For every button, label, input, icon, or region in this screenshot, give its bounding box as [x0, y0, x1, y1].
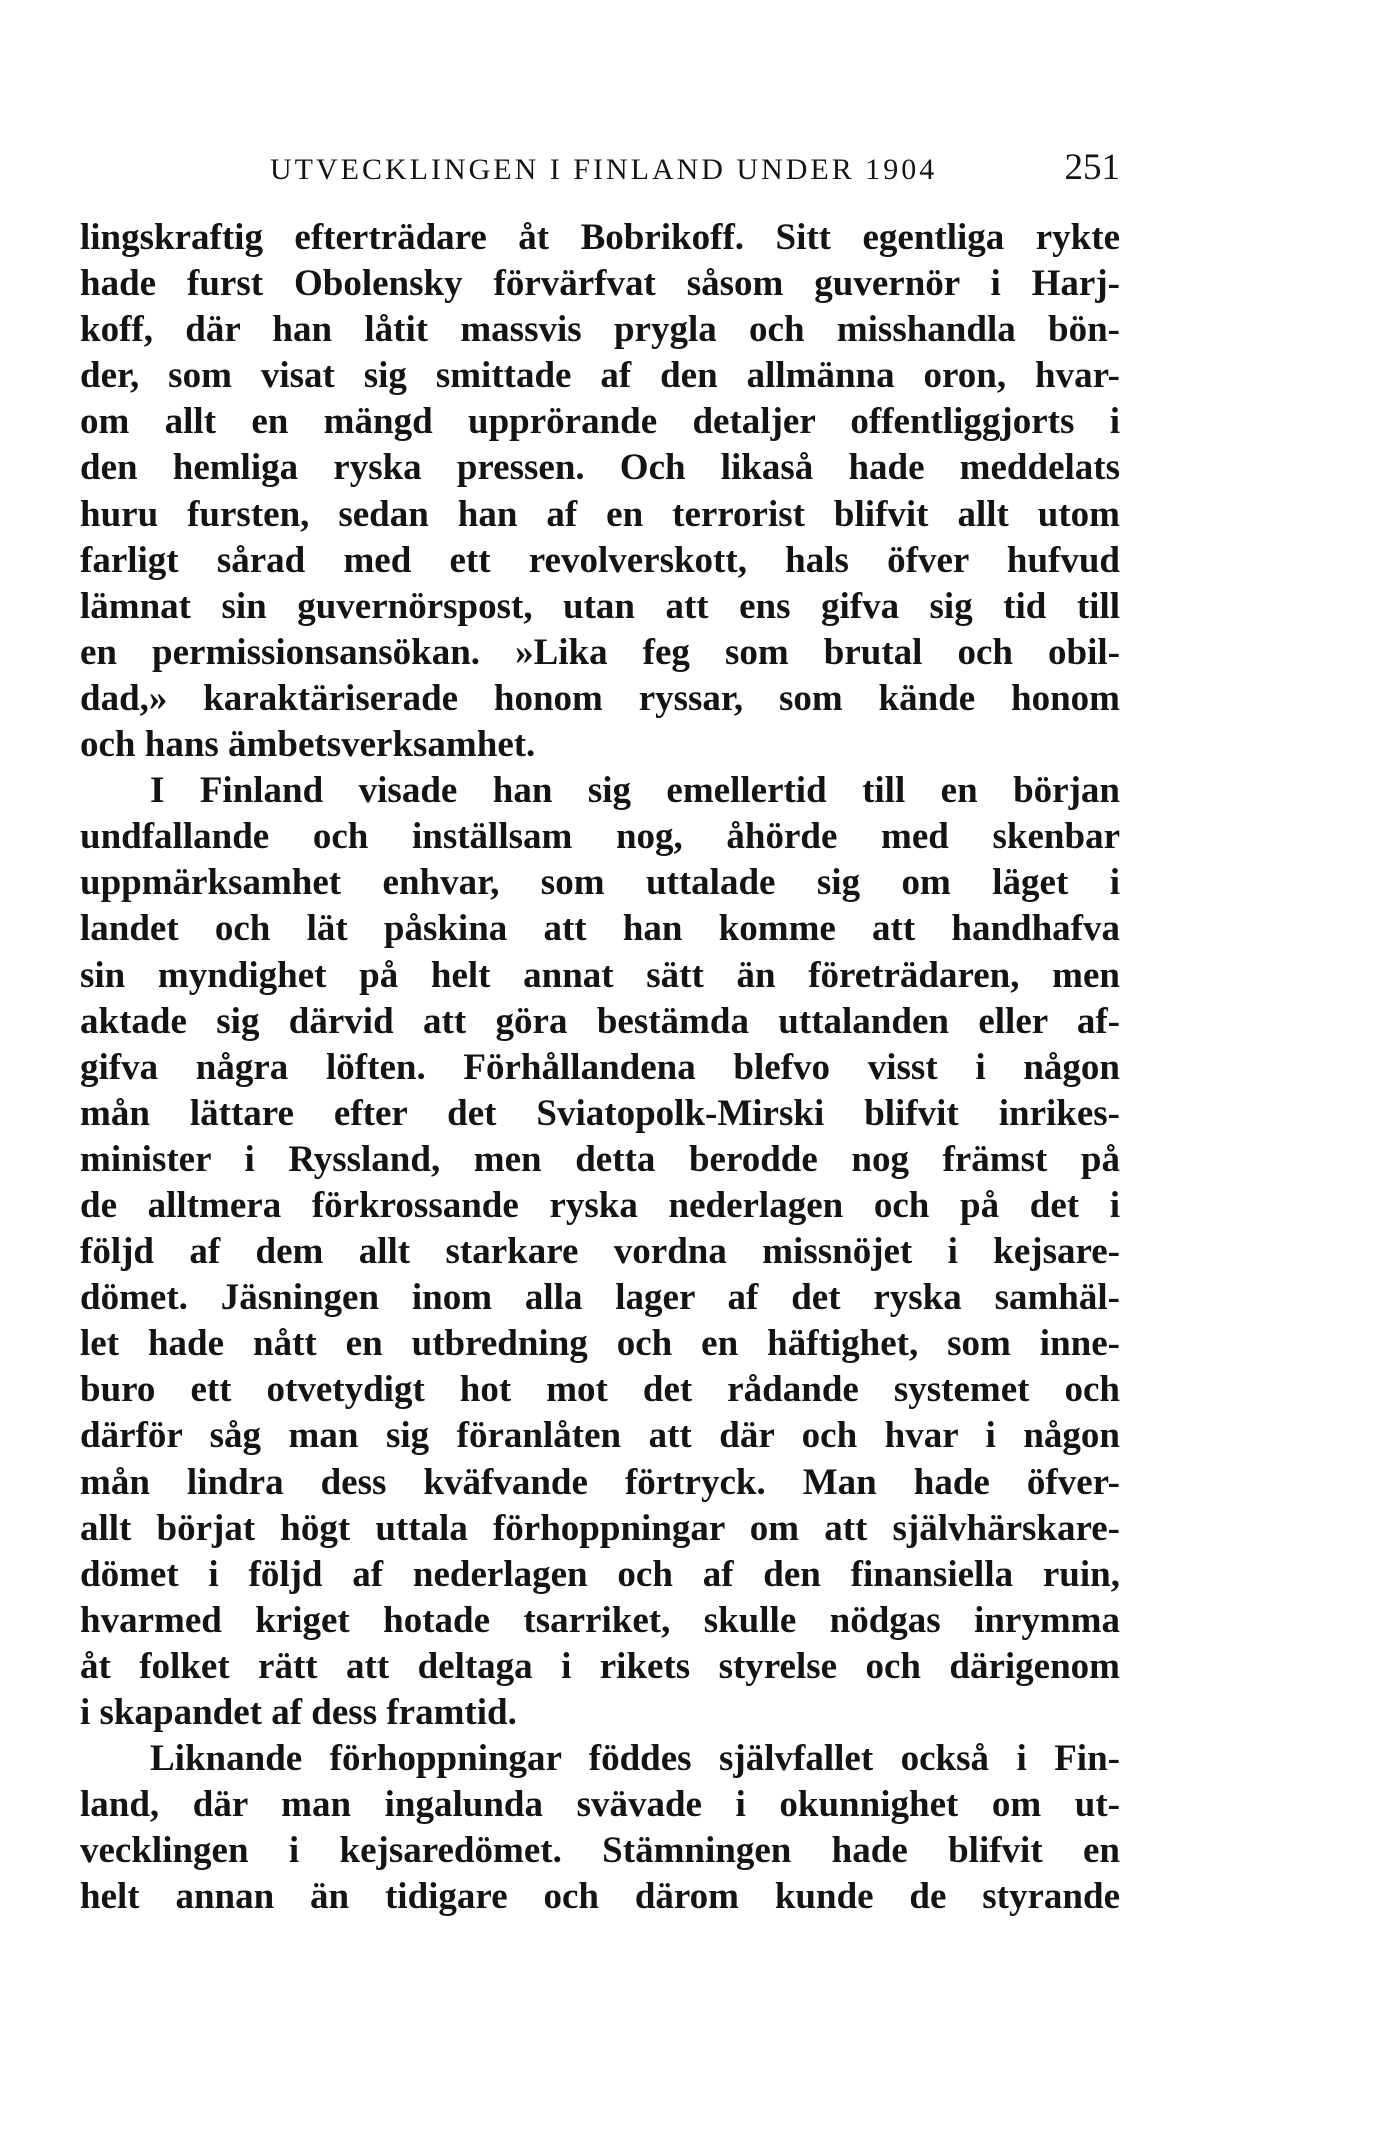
text-line: let hade nått en utbredning och en häftighet, som inne- [80, 1323, 1120, 1365]
text-line: åt folket rätt att deltaga i rikets styrelse och därigenom [80, 1645, 1120, 1687]
text-line: huru fursten, sedan han af en terrorist blifvit allt utom [80, 493, 1120, 535]
text-line: de alltmera förkrossande ryska nederlagen och på det i [80, 1184, 1120, 1226]
text-line: helt annan än tidigare och därom kunde de styrande [80, 1876, 1120, 1918]
text-line: sin myndighet på helt annat sätt än företrädaren, men [80, 954, 1120, 996]
text-line: undfallande och inställsam nog, åhörde med skenbar [80, 816, 1120, 858]
text-line: aktade sig därvid att göra bestämda uttalanden eller af- [80, 1000, 1120, 1042]
text-line: om allt en mängd upprörande detaljer offentliggjorts i [80, 401, 1120, 443]
text-line: lingskraftig efterträdare åt Bobrikoff. Sitt egentliga rykte [80, 217, 1120, 258]
text-line: allt börjat högt uttala förhoppningar om att självhärskare- [80, 1507, 1120, 1549]
text-line: minister i Ryssland, men detta berodde nog främst på [80, 1138, 1120, 1180]
text-line: dömet. Jäsningen inom alla lager af det ryska samhäl- [80, 1277, 1120, 1319]
running-head [270, 146, 1120, 196]
text-line: koff, där han låtit massvis prygla och misshandla bön- [80, 309, 1120, 351]
paragraph-start-line: Liknande förhoppningar föddes självfallet också i Fin- [150, 1738, 1120, 1780]
text-line: dad,» karaktäriserade honom ryssar, som kände honom [80, 677, 1120, 719]
text-line: uppmärksamhet enhvar, som uttalade sig om läget i [80, 862, 1120, 904]
text-line: farligt sårad med ett revolverskott, hals öfver hufvud [80, 539, 1120, 581]
text-line: lämnat sin guvernörspost, utan att ens gifva sig tid till [80, 585, 1120, 627]
text-line: hvarmed kriget hotade tsarriket, skulle nödgas inrymma [80, 1599, 1120, 1641]
paragraph-start-line: I Finland visade han sig emellertid till en början [150, 770, 1120, 812]
text-line: den hemliga ryska pressen. Och likaså hade meddelats [80, 447, 1120, 489]
text-line: mån lindra dess kväfvande förtryck. Man hade öfver- [80, 1461, 1120, 1503]
text-line: mån lättare efter det Sviatopolk-Mirski blifvit inrikes- [80, 1092, 1120, 1134]
text-line: landet och lät påskina att han komme att handhafva [80, 908, 1120, 950]
running-title: UTVECKLINGEN I FINLAND UNDER 1904 [270, 153, 938, 186]
text-line: följd af dem allt starkare vordna missnöjet i kejsare- [80, 1231, 1120, 1273]
page-number: 251 [1064, 147, 1120, 188]
text-line: gifva några löften. Förhållandena blefvo visst i någon [80, 1046, 1120, 1088]
text-line: der, som visat sig smittade af den allmänna oron, hvar- [80, 355, 1120, 397]
paragraph-end-line: i skapandet af dess framtid. [80, 1692, 517, 1733]
text-line: buro ett otvetydigt hot mot det rådande systemet och [80, 1369, 1120, 1411]
text-line: därför såg man sig föranlåten att där och hvar i någon [80, 1415, 1120, 1457]
text-line: en permissionsansökan. »Lika feg som brutal och obil- [80, 631, 1120, 673]
paragraph-end-line: och hans ämbetsverksamhet. [80, 724, 536, 766]
text-line: hade furst Obolensky förvärfvat såsom guvernör i Harj- [80, 263, 1120, 305]
text-line: dömet i följd af nederlagen och af den finansiella ruin, [80, 1553, 1120, 1595]
body-text [80, 215, 1120, 1920]
text-line: land, där man ingalunda svävade i okunnighet om ut- [80, 1784, 1120, 1826]
text-line: vecklingen i kejsaredömet. Stämningen hade blifvit en [80, 1830, 1120, 1872]
